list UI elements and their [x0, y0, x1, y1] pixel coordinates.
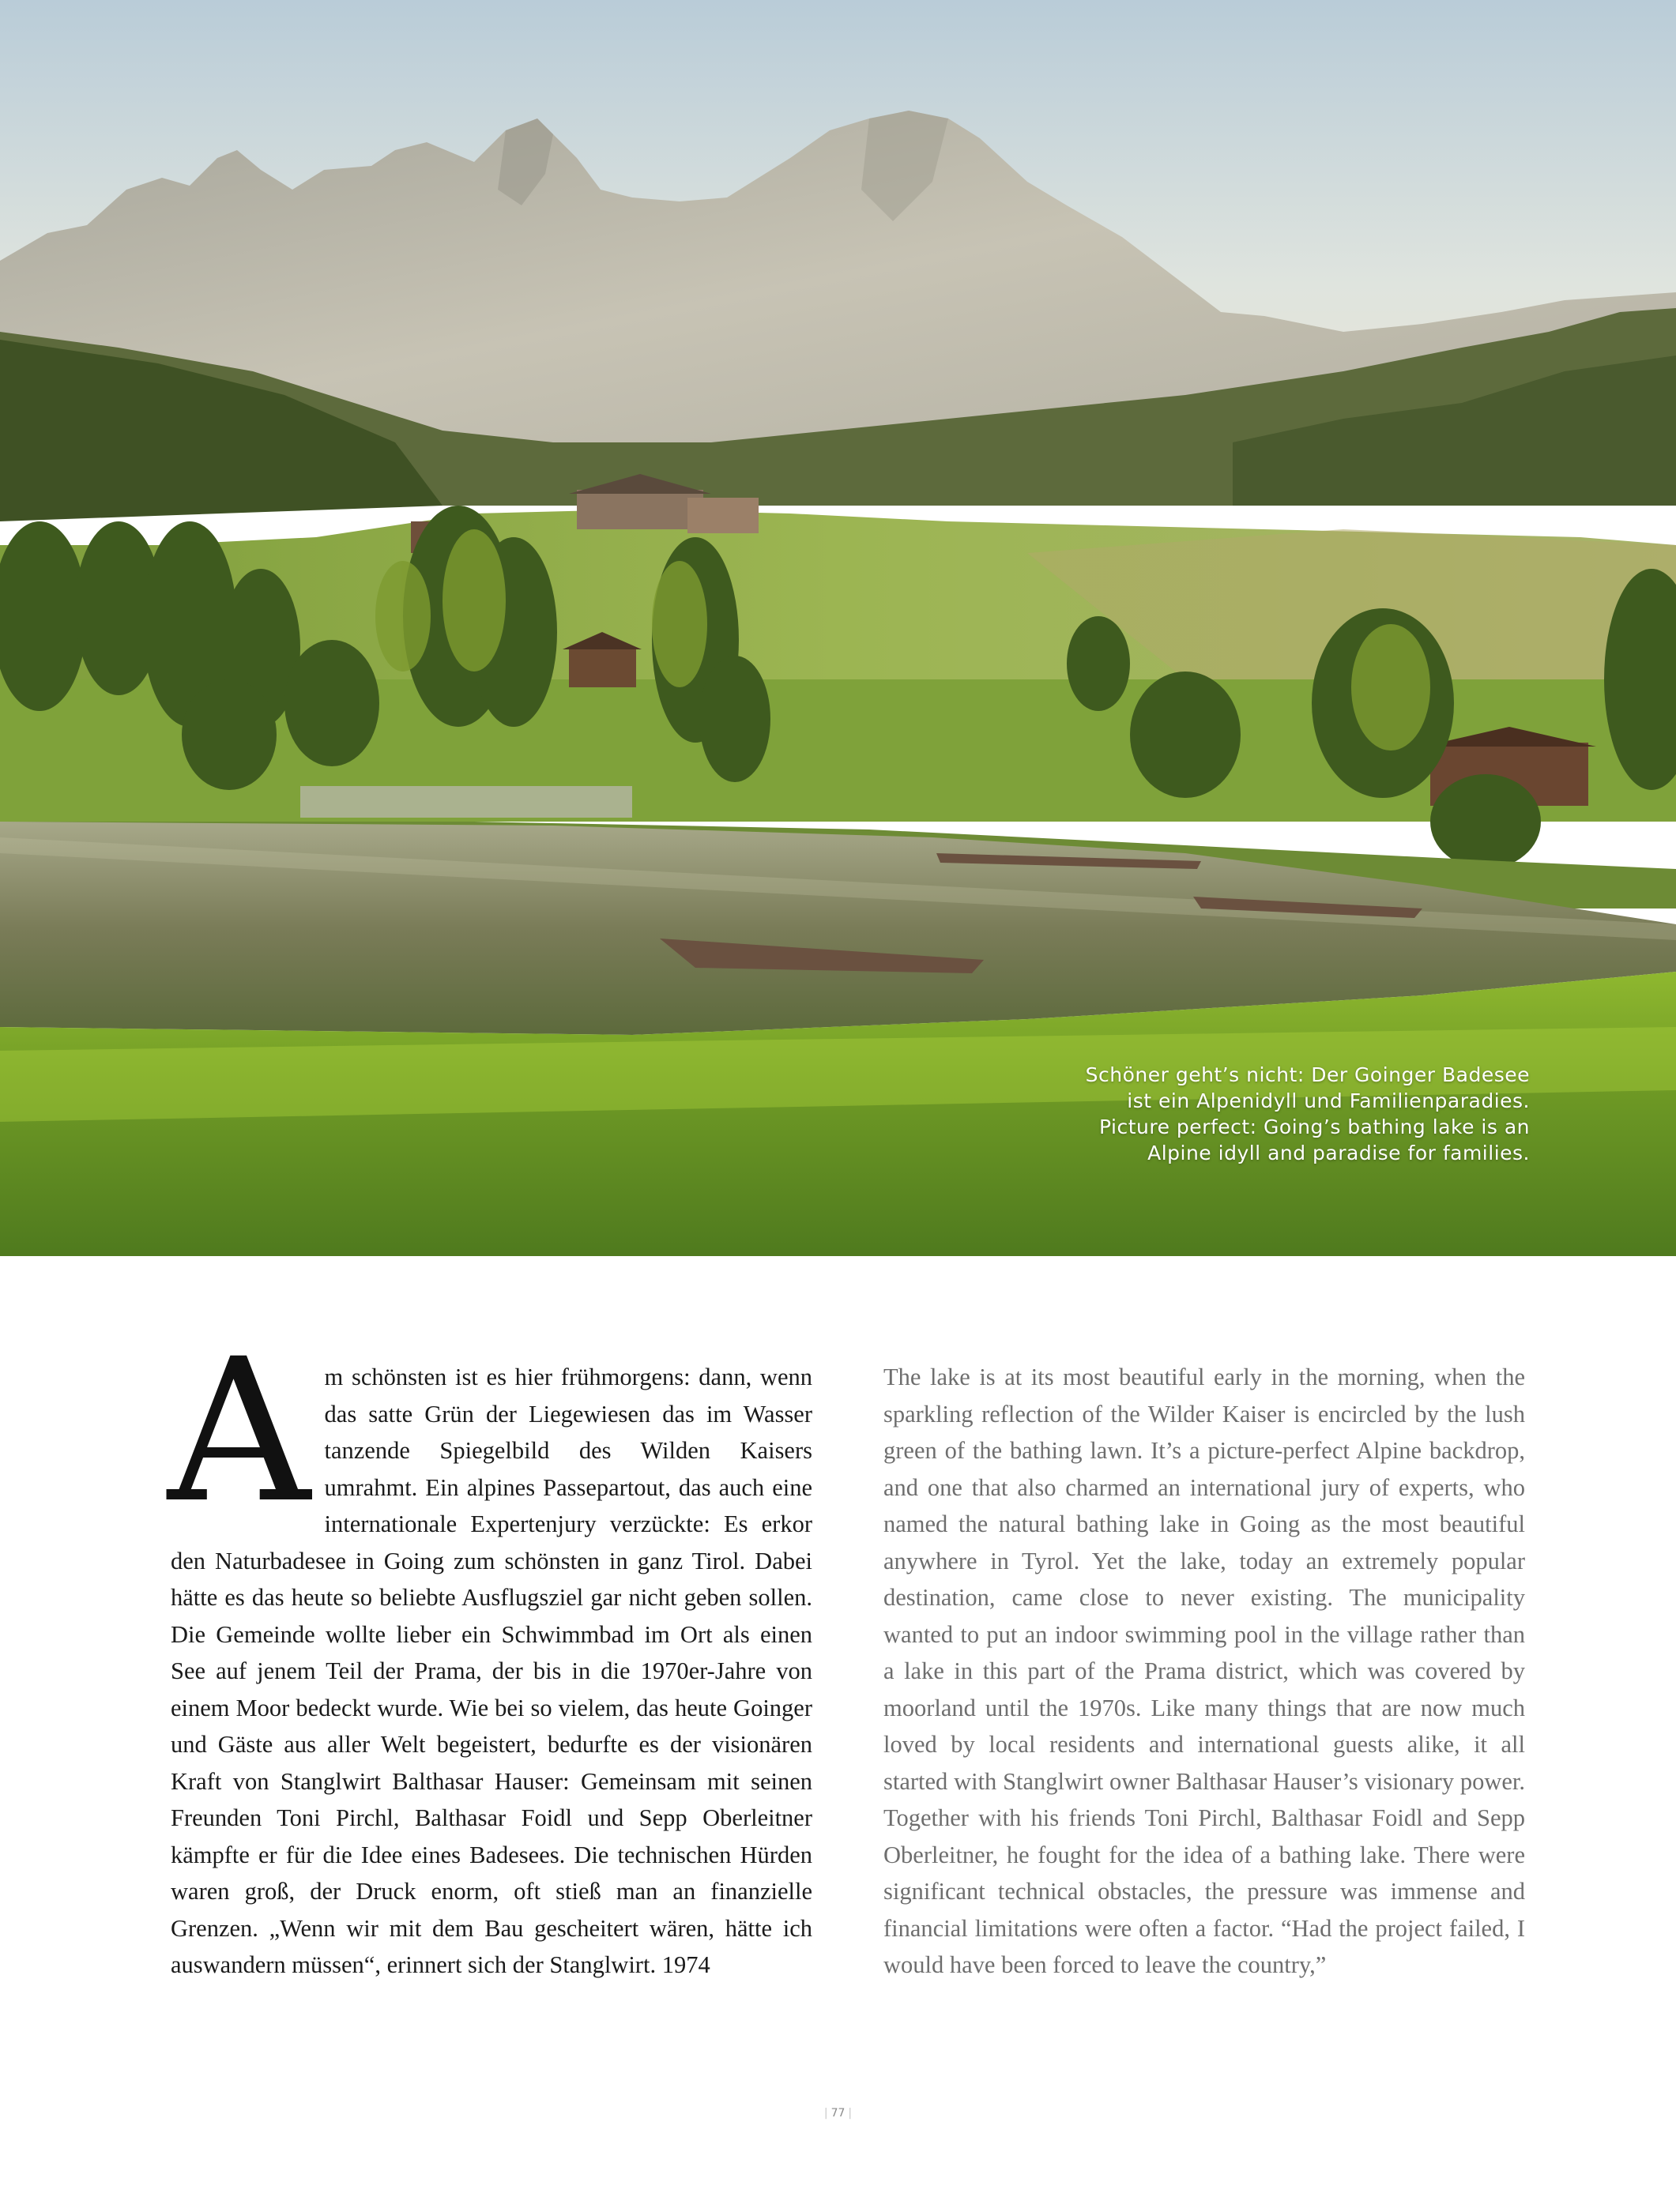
caption-de-line-1: Schöner geht’s nicht: Der Goinger Badesee — [1085, 1063, 1530, 1086]
caption-en-line-2: Alpine idyll and paradise for families. — [1147, 1142, 1530, 1164]
article-column-english — [883, 1359, 1525, 1984]
photo-caption — [819, 1062, 1530, 1166]
caption-en-line-1: Picture perfect: Going’s bathing lake is an — [1099, 1115, 1530, 1138]
page-number — [0, 2107, 1676, 2120]
page-number-divider-right: | — [848, 2107, 853, 2120]
article-text-english: The lake is at its most beautiful early in the morning, when the sparkling reflection of the Wilder Kaiser is encircled by the lush green of the bathing lawn. It’s a picture-perfect Alpine backdrop, and one that also charmed an international jury of experts, who named the natural bathing lake in Going as the most beautiful anywhere in Tyrol. Yet the lake, today an extremely popular destination, came close to never existing. The municipality wanted to put an indoor swimming pool in the village rather than a lake in this part of the Prama district, which was covered by moorland until the 1970s. Like many things that are now much loved by local residents and international guests alike, it all started with Stanglwirt owner Balthasar Hauser’s visionary power. Together with his friends Toni Pirchl, Balthasar Foidl and Sepp Oberleitner, he fought for the idea of a bathing lake. There were significant technical obstacles, the pressure was immense and financial limitations were often a factor. “Had the project failed, I would have been forced to leave the country,” — [883, 1364, 1525, 1978]
article-column-german — [168, 1316, 812, 1984]
article-text-german: m schönsten ist es hier frühmorgens: dann, wenn das satte Grün der Liegewiesen das im Wasser tanzende Spiegelbild des Wilden Kaisers umrahmt. Ein alpines Passepartout, das auch eine internationale Expertenjury verzückte: Es erkor den Naturbadesee in Going zum schönsten in ganz Tirol. Dabei hätte es das heute so beliebte Ausflugsziel gar nicht geben sollen. Die Gemeinde wollte lieber ein Schwimmbad im Ort als einen See auf jenem Teil der Prama, der bis in die 1970er-Jahre von einem Moor bedeckt wurde. Wie bei so vielem, das heute Goinger und Gäste aus aller Welt begeistert, bedurfte es der visionären Kraft von Stanglwirt Balthasar Hauser: Gemeinsam mit seinen Freunden Toni Pirchl, Balthasar Foidl und Sepp Oberleitner kämpfte er für die Idee eines Badesees. Die technischen Hürden waren groß, der Druck enorm, oft stieß man an finanzielle Grenzen. „Wenn wir mit dem Bau gescheitert wären, hätte ich auswandern müssen“, erinnert sich der Stanglwirt. 1974 — [171, 1364, 812, 1978]
page-number-divider-left: | — [823, 2107, 828, 2120]
caption-de-line-2: ist ein Alpenidyll und Familienparadies. — [1127, 1089, 1530, 1112]
page-number-value: 77 — [830, 2107, 846, 2120]
drop-cap: A — [168, 1316, 311, 1546]
